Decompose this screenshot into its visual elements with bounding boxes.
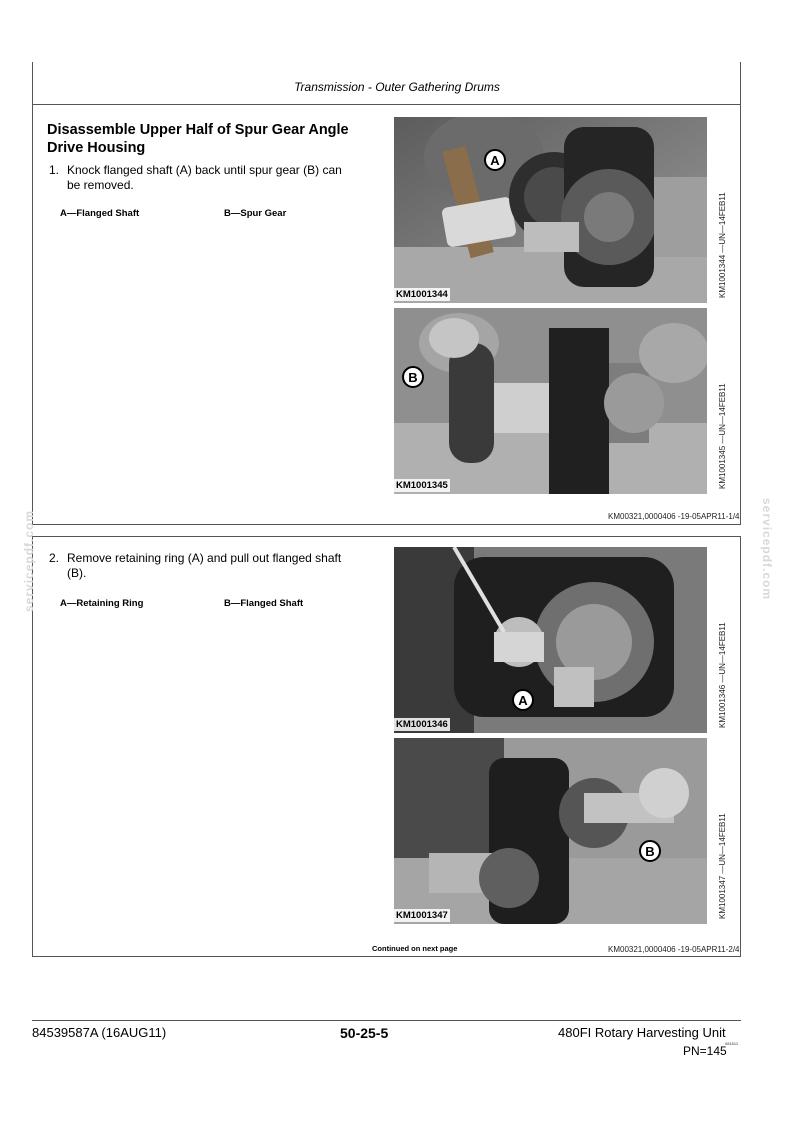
- footer-pn: PN=145: [683, 1044, 727, 1058]
- photo-km1001347: [394, 738, 707, 924]
- section-title: [47, 121, 349, 157]
- photo-label-km1001345: KM1001345: [396, 480, 448, 491]
- step-1-number: 1.: [49, 163, 60, 177]
- watermark-right: servicepdf.com: [760, 498, 774, 601]
- reference-code-1: KM00321,0000406 -19-05APR11-1/4: [608, 512, 740, 521]
- callout-b: B: [402, 366, 424, 388]
- legend-item-a: A—Retaining Ring: [60, 598, 144, 609]
- footer-small-code: 081611: [725, 1041, 739, 1046]
- image-code-km1001346: KM1001346 —UN—14FEB11: [718, 622, 727, 728]
- step-1-line2: be removed.: [67, 178, 134, 192]
- footer-doc-number: 84539587A (16AUG11): [32, 1025, 167, 1040]
- image-code-km1001345: KM1001345 —UN—14FEB11: [718, 383, 727, 489]
- photo-label-km1001346: KM1001346: [396, 719, 448, 730]
- page-header-title: Transmission - Outer Gathering Drums: [294, 80, 500, 94]
- photo-label-km1001344: KM1001344: [396, 289, 448, 300]
- section-title-line2: Drive Housing: [47, 140, 146, 156]
- legend-item-a: A—Flanged Shaft: [60, 208, 140, 219]
- callout-a: A: [484, 149, 506, 171]
- step-2-line1: Remove retaining ring (A) and pull out flanged shaft: [67, 551, 342, 565]
- photo-km1001345: [394, 308, 707, 494]
- callout-a: A: [512, 689, 534, 711]
- legend-item-b: B—Spur Gear: [224, 208, 287, 219]
- section-title-line1: Disassemble Upper Half of Spur Gear Angle: [47, 122, 349, 138]
- continued-note: Continued on next page: [372, 944, 458, 953]
- callout-b: B: [639, 840, 661, 862]
- photo-label-km1001347: KM1001347: [396, 910, 448, 921]
- watermark-left: servicepdf.com: [22, 509, 36, 612]
- step-2-line2: (B).: [67, 566, 87, 580]
- legend-item-b: B—Flanged Shaft: [224, 598, 304, 609]
- image-code-km1001344: KM1001344 —UN—14FEB11: [718, 192, 727, 298]
- step-2-number: 2.: [49, 551, 60, 565]
- step-1-text: [67, 163, 377, 193]
- photo-km1001344: [394, 117, 707, 303]
- image-code-km1001347: KM1001347 —UN—14FEB11: [718, 813, 727, 919]
- footer-manual-title: 480FI Rotary Harvesting Unit: [558, 1025, 726, 1040]
- step-2-text: [67, 551, 377, 581]
- footer-page-number: 50-25-5: [340, 1025, 389, 1041]
- step-1-line1: Knock flanged shaft (A) back until spur gear (B) can: [67, 163, 342, 177]
- reference-code-2: KM00321,0000406 -19-05APR11-2/4: [608, 945, 740, 954]
- photo-km1001346: [394, 547, 707, 733]
